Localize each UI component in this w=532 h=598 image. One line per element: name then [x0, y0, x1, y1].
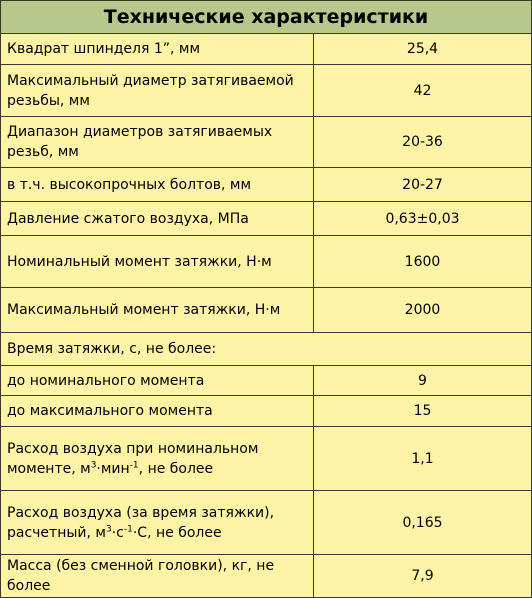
row-label: Номинальный момент затяжки, Н·м [1, 236, 314, 287]
table-row [1, 65, 531, 117]
row-label: в т.ч. высокопрочных болтов, мм [1, 168, 314, 201]
row-label: Максимальный момент затяжки, Н·м [1, 288, 314, 332]
table-row [1, 288, 531, 333]
table-row [1, 236, 531, 288]
row-label: Расход воздуха при номинальном моменте, $м^3\cdot мин^{-1}$, не более [1, 427, 314, 490]
table-row [1, 34, 531, 65]
row-label: Масса (без сменной головки), кг, не более [1, 555, 314, 597]
row-label: Расход воздуха (за время затяжки), расчетный, $м^3\cdot с^{-1}\cdot С$, не более [1, 491, 314, 554]
row-value: 9 [418, 372, 427, 389]
table-row [1, 491, 531, 555]
row-value: 0,63±0,03 [385, 210, 460, 227]
table-row [1, 427, 531, 491]
table-row [1, 366, 531, 396]
row-value: 0,165 [402, 514, 443, 531]
row-value: 20-27 [402, 176, 443, 193]
table-row [1, 168, 531, 202]
row-label: Диапазон диаметров затягиваемых резьб, мм [1, 117, 314, 167]
row-label: Максимальный диаметр затягиваемой резьбы, мм [1, 65, 314, 116]
row-value: 42 [413, 82, 432, 99]
row-value: 15 [413, 403, 432, 419]
table-row [1, 117, 531, 168]
row-value: 7,9 [411, 568, 434, 584]
section-label: Время затяжки, с, не более: [7, 341, 217, 357]
row-value: 2000 [404, 302, 441, 318]
row-value: 20-36 [402, 134, 443, 150]
row-value: 1,1 [411, 450, 434, 467]
table-row [1, 396, 531, 427]
row-label: Квадрат шпинделя 1”, мм [1, 34, 314, 64]
row-value: 25,4 [406, 41, 439, 57]
table-row [1, 202, 531, 236]
row-value: 1600 [404, 253, 441, 270]
table-section-row [1, 333, 531, 366]
table-title: Технические характеристики [1, 1, 531, 34]
table-row [1, 555, 531, 597]
row-label: до номинального момента [1, 366, 314, 395]
row-label: до максимального момента [1, 396, 314, 426]
row-label: Давление сжатого воздуха, МПа [1, 202, 314, 235]
